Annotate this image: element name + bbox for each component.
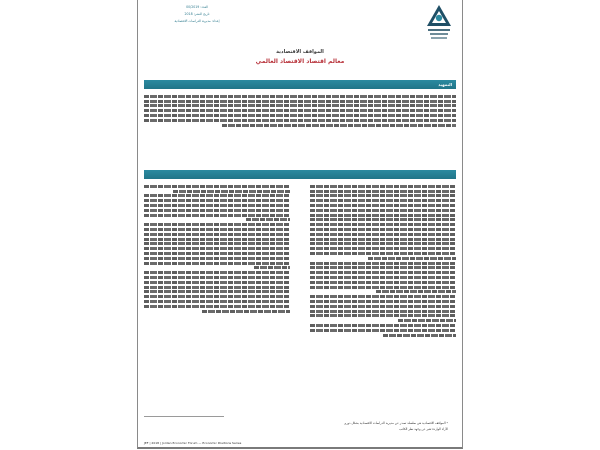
document-meta [152,4,242,25]
document-title: معالم اقتصاد الاقتصاد العالمي [255,58,345,65]
column-left [144,183,290,314]
page-footer: JEF | 2018 | Jordan Economic Forum — Economic Positions Series [144,441,242,445]
footnote [268,420,448,432]
document-titles [138,48,462,67]
section-header-label: التمهيد [438,82,452,87]
meta-author: إعداد: مديرية الدراسات الاقتصادية [174,19,220,23]
section-header-intro [144,80,456,89]
document-subtitle: المواقف الاقتصادية [276,49,324,55]
intro-paragraph [144,93,456,128]
document-page [137,0,463,449]
footnote-divider [144,416,224,417]
footnote-line-2: الآراء الواردة تعبر عن وجهة نظر الكاتب [399,427,448,431]
column-right [310,183,456,338]
meta-issue: العدد: 00/2019 [186,5,208,9]
meta-date: تاريخ النشر: 2018 [184,12,210,16]
organization-logo-icon [424,2,454,42]
footnote-line-1: * المواقف الاقتصادية هي سلسلة تصدر عن مديرية الدراسات الاقتصادية بشكل دوري [343,421,448,425]
section-header-second [144,170,456,179]
